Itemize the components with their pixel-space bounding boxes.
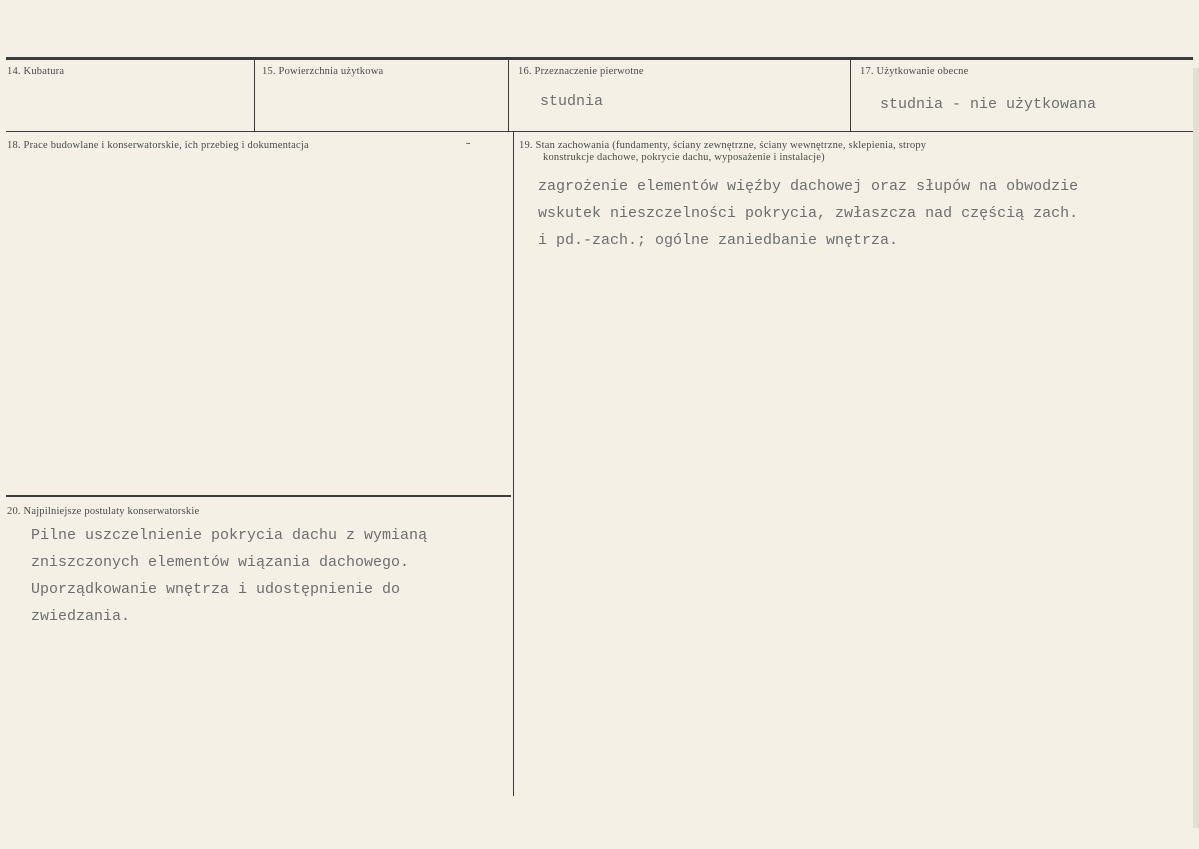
field-20-line-1: Pilne uszczelnienie pokrycia dachu z wymianą: [31, 527, 428, 544]
top-border-line: [6, 57, 1193, 60]
field-19-text: [538, 173, 1078, 254]
section-20-divider: [6, 495, 511, 497]
field-20-line-3: Uporządkowanie wnętrza i udostępnienie do: [31, 581, 401, 598]
field-16-value: studnia: [540, 93, 604, 110]
field-18-label: 18. Prace budowlane i konserwatorskie, ich przebieg i dokumentacja: [7, 140, 309, 151]
page-right-edge: [1193, 68, 1199, 828]
divider-14-15: [254, 60, 255, 132]
row-divider-line: [6, 131, 1193, 132]
field-19-label-line1: 19. Stan zachowania (fundamenty, ściany zewnętrzne, ściany wewnętrzne, sklepienia, stropy: [519, 140, 927, 151]
field-20-text: [31, 522, 427, 630]
field-19-line-3: i pd.-zach.; ogólne zaniedbanie wnętrza.: [538, 232, 899, 249]
field-20-label: 20. Najpilniejsze postulaty konserwatorskie: [7, 506, 200, 517]
center-vertical-line: [513, 132, 514, 796]
field-14-label: 14. Kubatura: [7, 66, 65, 77]
field-19-label-line2: konstrukcje dachowe, pokrycie dachu, wyposażenie i instalacje): [543, 152, 825, 163]
field-17-label: 17. Użytkowanie obecne: [860, 66, 969, 77]
field-19-line-1: zagrożenie elementów więźby dachowej oraz słupów na obwodzie: [538, 178, 1079, 195]
field-15-label: 15. Powierzchnia użytkowa: [262, 66, 384, 77]
field-20-line-2: zniszczonych elementów wiązania dachowego.: [31, 554, 410, 571]
field-16-label: 16. Przeznaczenie pierwotne: [518, 66, 644, 77]
divider-15-16: [508, 60, 509, 132]
field-18-value: -: [464, 136, 473, 152]
field-20-line-4: zwiedzania.: [31, 608, 131, 625]
divider-16-17: [850, 60, 851, 132]
field-19-line-2: wskutek nieszczelności pokrycia, zwłaszcza nad częścią zach.: [538, 205, 1079, 222]
field-17-value: studnia - nie użytkowana: [880, 96, 1097, 113]
